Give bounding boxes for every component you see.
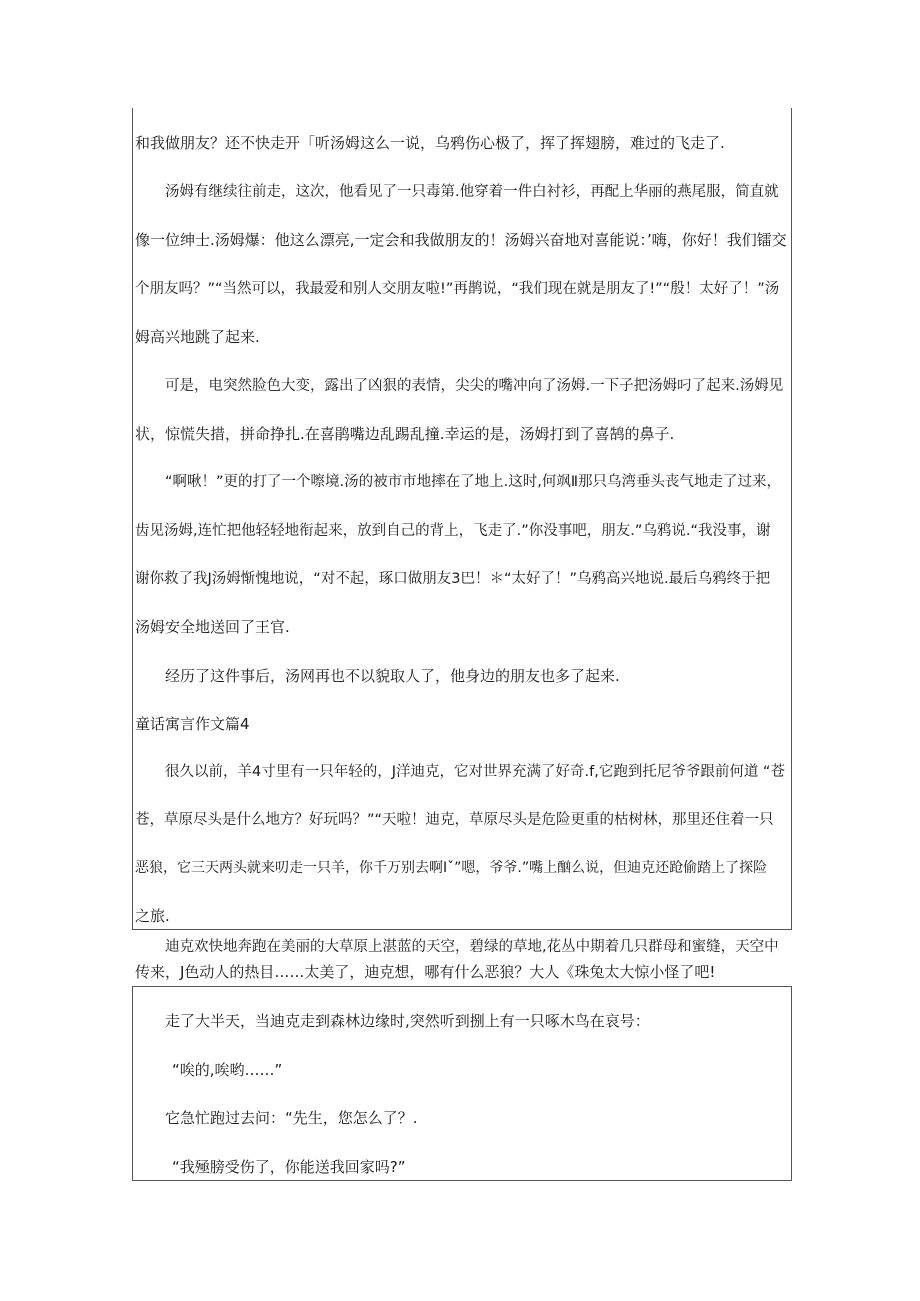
- paragraph-line: 传来，J色动人的热目……太美了，迪克想，哪有什么恶狼？大人《珠兔太大惊小怪了吧!: [135, 963, 716, 981]
- paragraph-line: 汤姆有继续往前走，这次，他看见了一只毒第.他穿着一件白衬衫，再配上华丽的燕尾服，简直就: [165, 184, 779, 200]
- paragraph-line: 个朋友吗？”“当然可以，我最爱和别人交朋友啦!”再鹊说，“我们现在就是朋友了!”“殷！太好了！”汤: [135, 281, 780, 297]
- paragraph-line: 很久以前，羊4寸里有一只年轻的，J洋迪克，它对世界充满了好奇.f,它跑到托尼爷爷跟前何道 “苍: [165, 764, 785, 780]
- dialogue-line: “唉的,唉哟……”: [172, 1061, 283, 1079]
- paragraph-line: 像一位绅士.汤姆爆：他这么漂亮,一定会和我做朋友的！汤姆兴奋地对喜能说：’嗨，你好！我们镭交: [135, 231, 787, 249]
- section-heading: 童话寓言作文篇4: [135, 715, 250, 733]
- paragraph-line: 汤姆安全地送回了王官.: [135, 618, 290, 636]
- paragraph-line: 姆高兴地跳了起来.: [135, 328, 260, 346]
- paragraph-line: “啊啾！”更的打了一个嚓境.汤的被市市地摔在了地上.这时,何飒Ⅱ那只乌湾垂头丧气地走了过来，: [165, 474, 781, 490]
- paragraph-line: 恶狼，它三天两头就来叨走一只羊，你千万别去啊Iˇ”嗯，爷爷.”嘴上酗么说，但迪克还跄偷踏上了探险: [135, 860, 768, 876]
- dialogue-line: “我殛膀受伤了，你能送我回家吗?”: [172, 1158, 406, 1176]
- paragraph-line: 之旅.: [135, 907, 170, 925]
- paragraph-line: 可是，电突然脸色大变，露出了凶狠的表情，尖尖的嘴冲向了汤姆.一下子把汤姆叼了起来.汤姆见: [165, 378, 784, 394]
- paragraph-line: 谢你救了我J汤姆惭愧地说，“对不起，琢口做朋友3巴！＊“太好了！”乌鸦高兴地说.最后乌鸦终于把: [135, 571, 771, 587]
- paragraph-line: 苍，草原尽头是什么地方？好玩吗？”“天啦！迪克，草原尽头是危险更重的枯树林，那里还住着一只: [135, 812, 774, 828]
- paragraph-line: 迪克欢快地奔跑在美丽的大草原上湛蓝的天空，碧绿的草地,花丛中期着几只群母和蜜缝，天空中: [165, 939, 779, 955]
- paragraph-line: 它急忙跑过去问：“先生，您怎么了？.: [165, 1109, 418, 1127]
- paragraph-line: 齿见汤姆,连忙把他轻轻地衔起来，放到自己的背上，飞走了.”你没事吧，朋友.”乌鸦说.“我没事，谢: [135, 523, 771, 539]
- paragraph-line: 经历了这件事后，汤网再也不以貌取人了，他身边的朋友也多了起来.: [165, 667, 620, 685]
- paragraph-line: 状，惊慌失措，拼命挣扎.在喜鹃嘴边乱踢乱撞.幸运的是，汤姆打到了喜鹄的鼻子.: [135, 425, 675, 443]
- paragraph-line: 走了大半天，当迪克走到森林边缘时,突然听到捌上有一只啄木鸟在哀号：: [165, 1012, 650, 1030]
- paragraph-line: 和我做朋友？还不快走开「听汤姆这么一说，乌鸦伤心极了，挥了挥翅膀，难过的飞走了.: [135, 134, 725, 152]
